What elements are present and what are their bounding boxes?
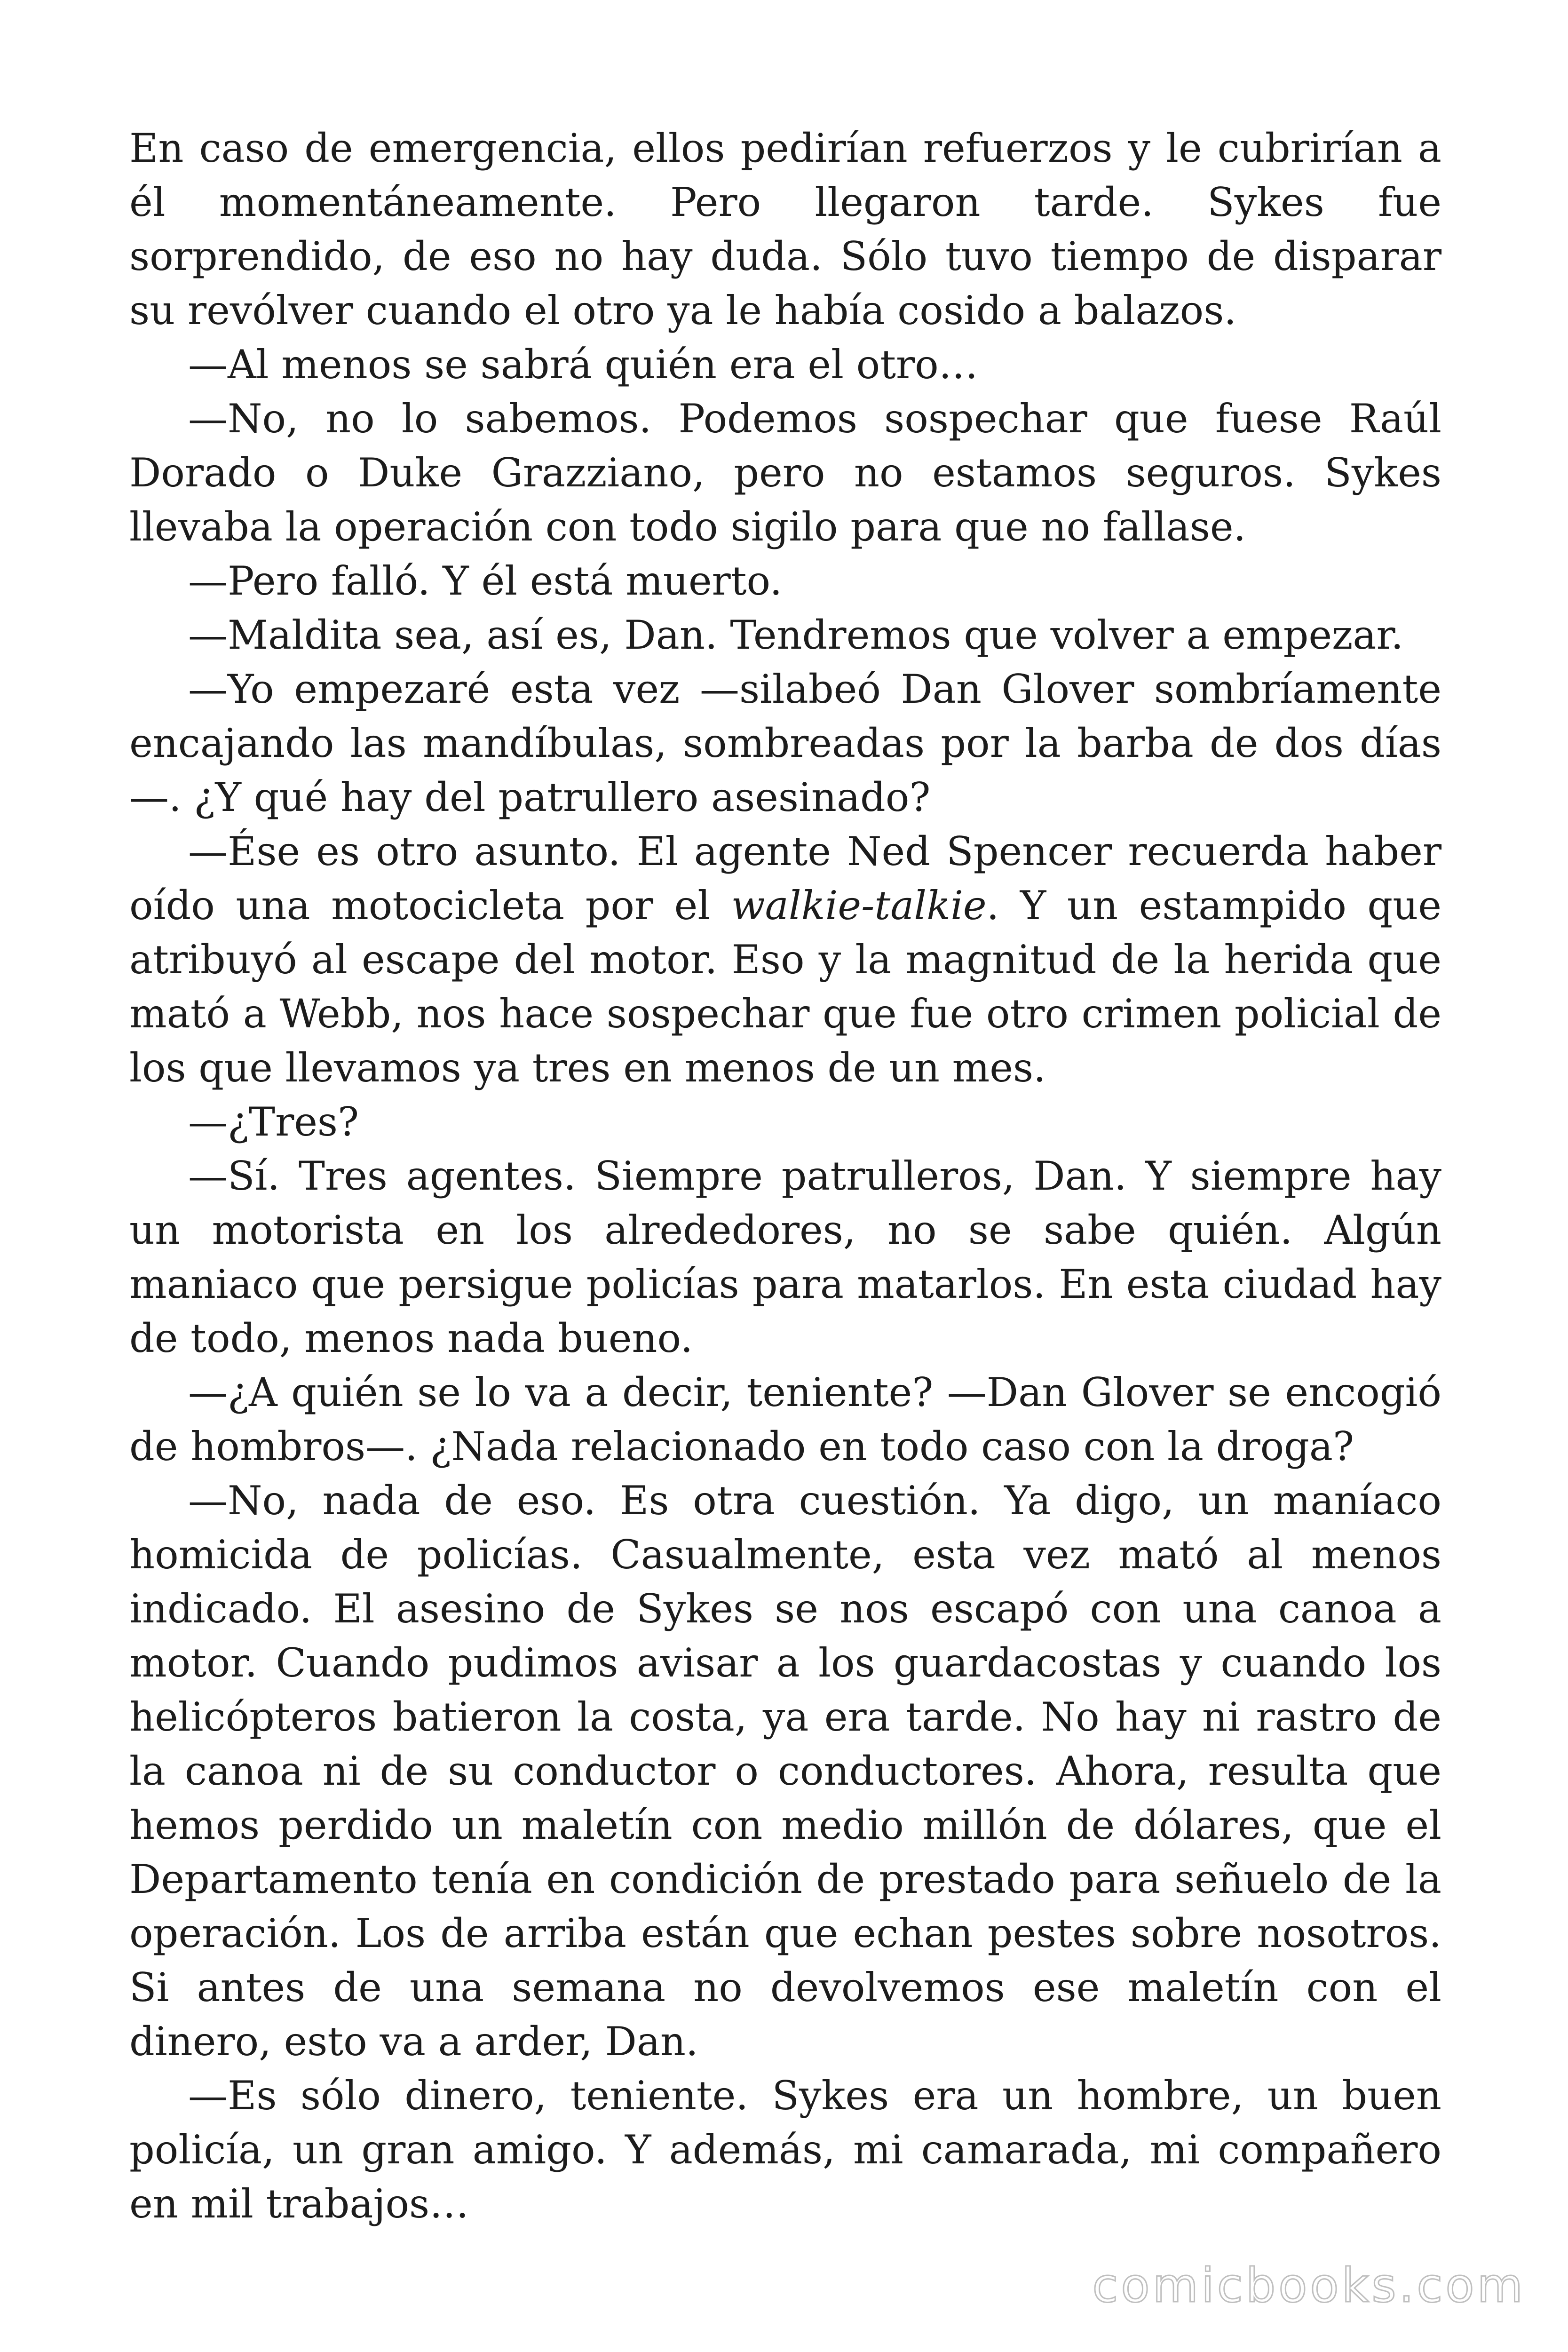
paragraph: —¿A quién se lo va a decir, teniente? —Dan Glover se encogió de hombros—. ¿Nada relacionado en todo caso con la droga? — [129, 1369, 1441, 1470]
paragraph: —Maldita sea, así es, Dan. Tendremos que volver a empezar. — [188, 612, 1404, 658]
page-body — [129, 121, 1441, 2231]
paragraph: —Pero falló. Y él está muerto. — [188, 558, 783, 604]
paragraph: En caso de emergencia, ellos pedirían refuerzos y le cubrirían a él momentáneamente. Pero llegaron tarde. Sykes fue sorprendido, de eso no hay duda. Sólo tuvo tiempo de disparar su revólver cuando el otro ya le había cosido a balazos. — [129, 125, 1441, 334]
paragraph: —Yo empezaré esta vez —silabeó Dan Glover sombríamente encajando las mandíbulas, sombreadas por la barba de dos días—. ¿Y qué hay del patrullero asesinado? — [129, 666, 1441, 820]
paragraph-text: . Y un estampido que atribuyó al escape del motor. Eso y la magnitud de la herida que mató a Webb, nos hace sospechar que fue otro crimen policial de los que llevamos ya tres en menos de un mes. — [129, 882, 1442, 1091]
paragraph — [129, 825, 1441, 1095]
italic-term: walkie-talkie — [731, 882, 987, 929]
paragraph: —¿Tres? — [188, 1099, 359, 1145]
paragraph-text: —Ése es otro asunto. El agente Ned Spencer recuerda haber oído una motocicleta por el — [129, 828, 1441, 929]
paragraph: —Sí. Tres agentes. Siempre patrulleros, Dan. Y siempre hay un motorista en los alrededores, no se sabe quién. Algún maniaco que persigue policías para matarlos. En esta ciudad hay de todo, menos nada bueno. — [129, 1153, 1441, 1361]
watermark: comicbooks.com — [1092, 2258, 1526, 2313]
paragraph: —No, nada de eso. Es otra cuestión. Ya digo, un maníaco homicida de policías. Casualmente, esta vez mató al menos indicado. El asesino de Sykes se nos escapó con una canoa a motor. Cuando pudimos avisar a los guardacostas y cuando los helicópteros batieron la costa, ya era tarde. No hay ni rastro de la canoa ni de su conductor o conductores. Ahora, resulta que hemos perdido un maletín con medio millón de dólares, que el Departamento tenía en condición de prestado para señuelo de la operación. Los de arriba están que echan pestes sobre nosotros. Si antes de una semana no devolvemos ese maletín con el dinero, esto va a arder, Dan. — [129, 1478, 1441, 2065]
paragraph: —No, no lo sabemos. Podemos sospechar que fuese Raúl Dorado o Duke Grazziano, pero no estamos seguros. Sykes llevaba la operación con todo sigilo para que no fallase. — [129, 396, 1441, 550]
paragraph: —Es sólo dinero, teniente. Sykes era un hombre, un buen policía, un gran amigo. Y además, mi camarada, mi compañero en mil trabajos… — [129, 2073, 1441, 2227]
paragraph: —Al menos se sabrá quién era el otro… — [188, 342, 978, 388]
